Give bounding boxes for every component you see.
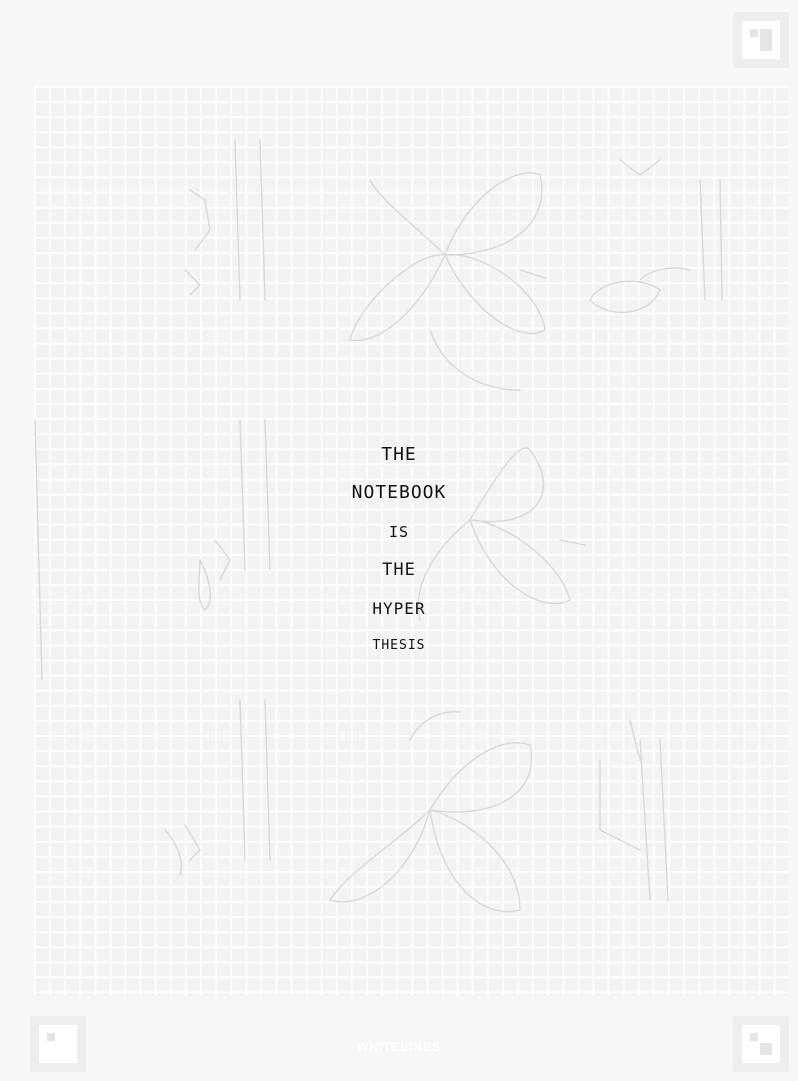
title-line-is: IS bbox=[388, 523, 410, 541]
brand-footer: WHITELINES bbox=[357, 1040, 441, 1054]
title-line-the-second: THE bbox=[382, 560, 416, 580]
title-line-thesis: THESIS bbox=[372, 638, 426, 653]
title-line-hyper: HYPER bbox=[372, 599, 426, 618]
title-line-notebook: NOTEBOOK bbox=[351, 482, 447, 503]
title-line-the: THE bbox=[381, 444, 417, 465]
